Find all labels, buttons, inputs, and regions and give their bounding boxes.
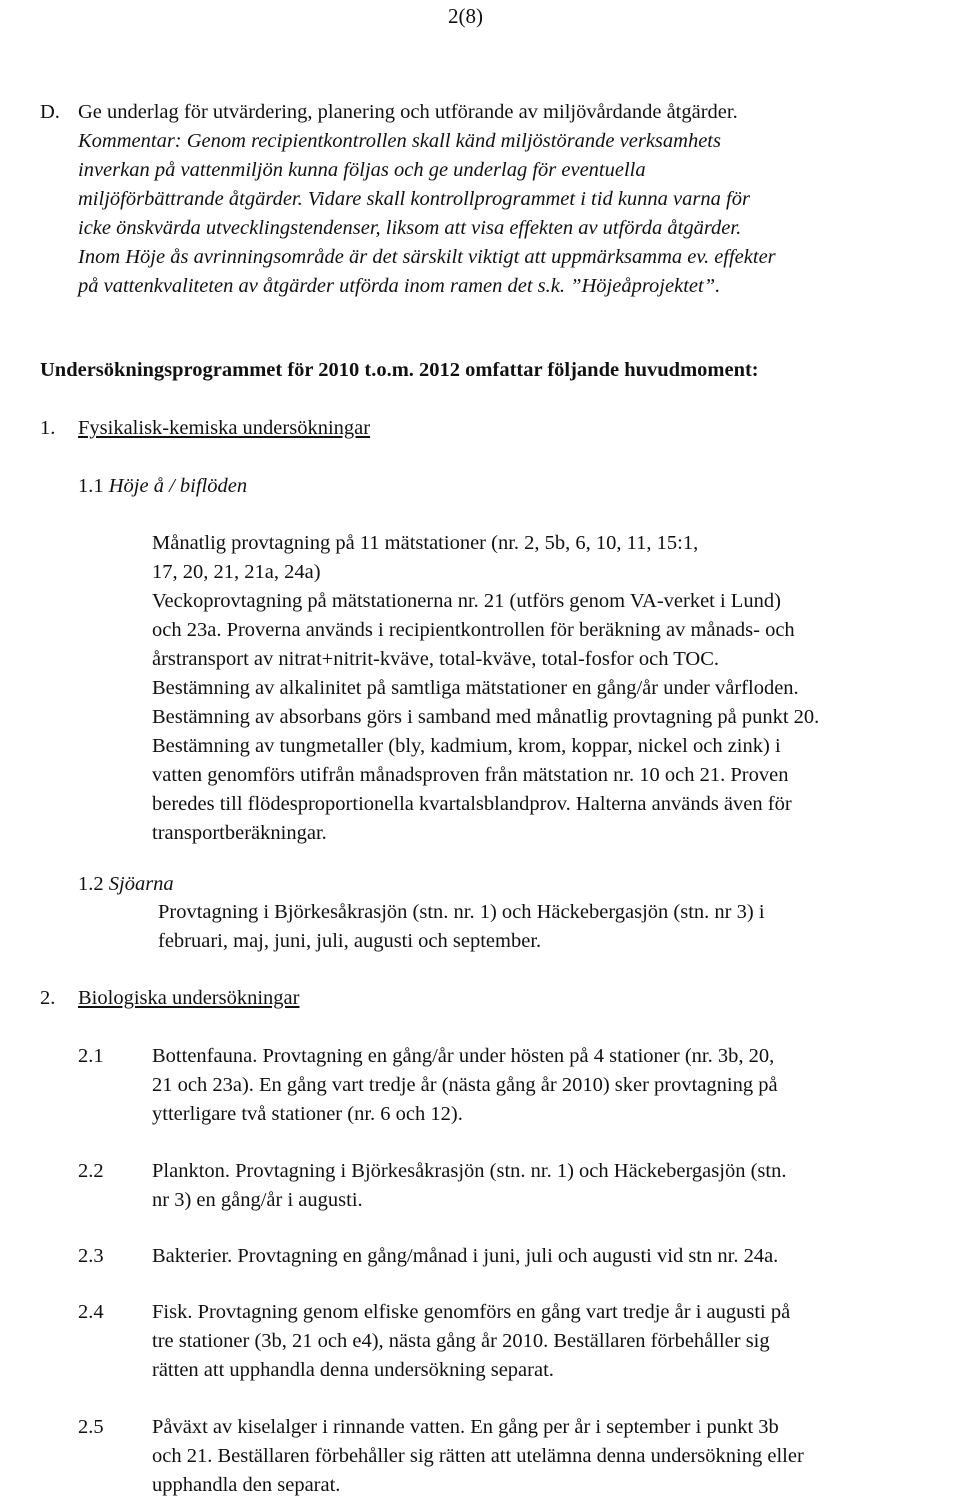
bio-item-number: 2.3 <box>78 1245 104 1267</box>
body-line: Bestämning av tungmetaller (bly, kadmium, krom, koppar, nickel och zink) i <box>152 735 781 757</box>
body-line: Bestämning av alkalinitet på samtliga mätstationer en gång/år under vårfloden. <box>152 677 799 699</box>
bio-item-line: rätten att upphandla denna undersökning separat. <box>152 1359 554 1381</box>
comment-line: på vattenkvaliteten av åtgärder utförda inom ramen det s.k. ”Höjeåprojektet”. <box>78 275 721 297</box>
section-d-text: Ge underlag för utvärdering, planering och utförande av miljövårdande åtgärder. <box>78 101 738 123</box>
comment-line: Kommentar: Genom recipientkontrollen skall känd miljöstörande verksamhets <box>78 130 721 152</box>
body-line: beredes till flödesproportionella kvartalsblandprov. Halterna används även för <box>152 793 792 815</box>
subsection-1-2-heading <box>78 870 174 899</box>
bio-item-line: Plankton. Provtagning i Björkesåkrasjön (stn. nr. 1) och Häckebergasjön (stn. <box>152 1160 787 1182</box>
section-2-number: 2. <box>40 987 56 1009</box>
body-line: transportberäkningar. <box>152 822 327 844</box>
comment-line: miljöförbättrande åtgärder. Vidare skall kontrollprogrammet i tid kunna varna för <box>78 188 750 210</box>
bio-item-line: upphandla den separat. <box>152 1474 341 1496</box>
body-line: Provtagning i Björkesåkrasjön (stn. nr. 1) och Häckebergasjön (stn. nr 3) i <box>158 901 765 923</box>
subsection-1-1-heading <box>78 472 247 501</box>
bio-item-line: Påväxt av kiselalger i rinnande vatten. En gång per år i september i punkt 3b <box>152 1416 779 1438</box>
body-line: Månatlig provtagning på 11 mätstationer (nr. 2, 5b, 6, 10, 11, 15:1, <box>152 532 699 554</box>
body-line: Bestämning av absorbans görs i samband med månatlig provtagning på punkt 20. <box>152 706 820 728</box>
bio-item-line: ytterligare två stationer (nr. 6 och 12). <box>152 1103 463 1125</box>
bio-item-line: Bakterier. Provtagning en gång/månad i juni, juli och augusti vid stn nr. 24a. <box>152 1245 779 1267</box>
program-heading: Undersökningsprogrammet för 2010 t.o.m. 2012 omfattar följande huvudmoment: <box>40 359 759 381</box>
body-line: vatten genomförs utifrån månadsproven från mätstation nr. 10 och 21. Proven <box>152 764 789 786</box>
section-2-heading <box>40 984 300 1013</box>
bio-item-number: 2.4 <box>78 1301 104 1323</box>
bio-item-line: tre stationer (3b, 21 och e4), nästa gång år 2010. Beställaren förbehåller sig <box>152 1330 770 1352</box>
bio-item-2-1 <box>78 1042 778 1129</box>
body-line: februari, maj, juni, juli, augusti och september. <box>158 930 542 952</box>
bio-item-2-2 <box>78 1157 786 1215</box>
subsection-1-1-body <box>152 529 819 848</box>
section-d-letter: D. <box>40 101 60 123</box>
comment-line: icke önskvärda utvecklingstendenser, liksom att visa effekten av utförda åtgärder. <box>78 217 742 239</box>
bio-item-line: och 21. Beställaren förbehåller sig rätten att utelämna denna undersökning eller <box>152 1445 804 1467</box>
section-1-number: 1. <box>40 417 56 439</box>
bio-item-number: 2.5 <box>78 1416 104 1438</box>
bio-item-line: nr 3) en gång/år i augusti. <box>152 1189 363 1211</box>
section-2-title: Biologiska undersökningar <box>78 987 300 1009</box>
body-line: årstransport av nitrat+nitrit-kväve, total-kväve, total-fosfor och TOC. <box>152 648 719 670</box>
bio-item-line: 21 och 23a). En gång vart tredje år (nästa gång år 2010) sker provtagning på <box>152 1074 778 1096</box>
comment-line: inverkan på vattenmiljön kunna följas och ge underlag för eventuella <box>78 159 646 181</box>
subsection-1-1-title: Höje å / biflöden <box>108 475 248 497</box>
section-1-heading <box>40 414 370 443</box>
body-line: och 23a. Proverna används i recipientkontrollen för beräkning av månads- och <box>152 619 795 641</box>
bio-item-line: Fisk. Provtagning genom elfiske genomförs en gång vart tredje år i augusti på <box>152 1301 791 1323</box>
body-line: Veckoprovtagning på mätstationerna nr. 21 (utförs genom VA-verket i Lund) <box>152 590 781 612</box>
bio-item-2-5 <box>78 1413 804 1500</box>
bio-item-2-3 <box>78 1242 778 1271</box>
body-line: 17, 20, 21, 21a, 24a) <box>152 561 321 583</box>
subsection-1-1-number: 1.1 <box>78 475 104 497</box>
bio-item-line: Bottenfauna. Provtagning en gång/år under hösten på 4 stationer (nr. 3b, 20, <box>152 1045 775 1067</box>
bio-item-number: 2.1 <box>78 1045 104 1067</box>
bio-item-number: 2.2 <box>78 1160 104 1182</box>
section-d-comment <box>78 127 776 301</box>
section-1-title: Fysikalisk-kemiska undersökningar <box>78 417 371 439</box>
subsection-1-2-number: 1.2 <box>78 873 104 895</box>
subsection-1-2-body <box>158 898 765 956</box>
bio-item-2-4 <box>78 1298 790 1385</box>
section-d-title <box>40 98 738 127</box>
page-number: 2(8) <box>448 4 483 28</box>
subsection-1-2-title: Sjöarna <box>108 873 174 895</box>
comment-line: Inom Höje ås avrinningsområde är det särskilt viktigt att uppmärksamma ev. effekter <box>78 246 776 268</box>
